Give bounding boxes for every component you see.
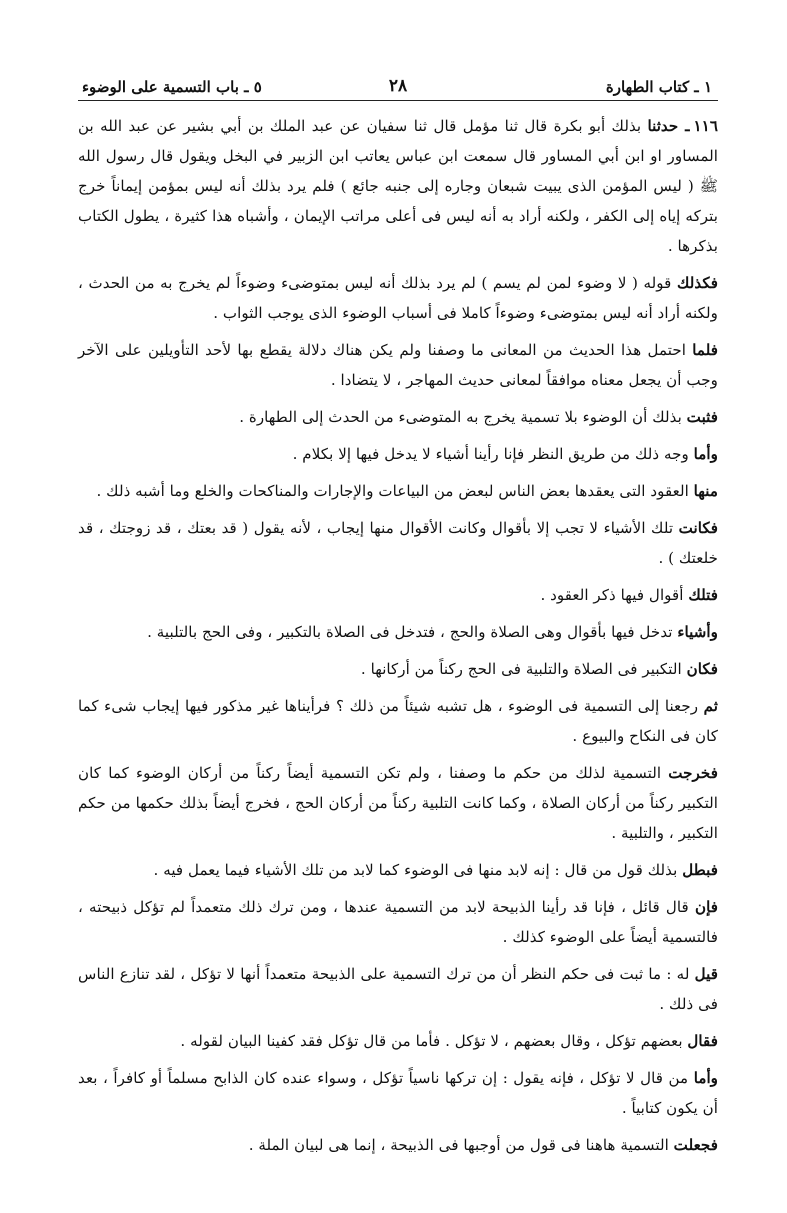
- paragraph: [78, 580, 718, 610]
- paragraph: [78, 855, 718, 885]
- paragraph-text: تلك الأشياء لا تجب إلا بأقوال وكانت الأقوال منها إيجاب ، لأنه يقول ( قد بعتك ، قد زوجتك ، قد خلعتك ) .: [78, 519, 718, 567]
- paragraph-text: بذلك أبو بكرة قال ثنا مؤمل قال ثنا سفيان عن عبد الملك بن أبي بشير عن عبد الله بن المساور او ابن أبي المساور قال سمعت ابن عباس يعاتب ابن الزبير في البخل ويقول قال رسول الله ﷺ ( ليس المؤمن الذى يبيت شبعان وجاره إلى جنبه جائع ) فلم يرد بذلك أنه ليس بمؤمن إيماناً خرج بتركه إياه إلى الكفر ، ولكنه أراد به أنه ليس فى أعلى مراتب الإيمان ، وأشباه هذا كثيرة ، يطول الكتاب بذكرها .: [78, 117, 718, 255]
- paragraph-lead: وأما: [693, 1069, 719, 1087]
- paragraph-lead: فكذلك: [676, 274, 718, 292]
- paragraph-text: قال قائل ، فإنا قد رأينا الذبيحة لابد من التسمية عندها ، ومن ترك ذلك متعمداً لم تؤكل ذبيحته ، فالتسمية أيضاً على الوضوء كذلك .: [78, 898, 718, 946]
- paragraph-lead: فجعلت: [673, 1136, 718, 1154]
- paragraph: [78, 1130, 718, 1160]
- paragraph-lead: فخرجت: [668, 764, 718, 782]
- paragraph-lead: فقال: [687, 1032, 718, 1050]
- paragraph-lead: قيل: [694, 965, 719, 983]
- paragraph: [78, 335, 718, 395]
- main-text: [78, 111, 718, 1160]
- paragraph: [78, 268, 718, 328]
- paragraph: [78, 513, 718, 573]
- paragraph-lead: فإن: [694, 898, 719, 916]
- paragraph-text: رجعنا إلى التسمية فى الوضوء ، هل تشبه شيئاً من ذلك ؟ فرأيناها غير مذكور فيها إيجاب شىء كما كان فى النكاح والبيوع .: [78, 697, 718, 745]
- book-title: ١ ـ كتاب الطهارة: [605, 78, 712, 96]
- paragraph-text: تدخل فيها بأقوال وهى الصلاة والحج ، فتدخل فى الصلاة بالتكبير ، وفى الحج بالتلبية .: [147, 623, 673, 641]
- paragraph-lead: فلما: [692, 341, 718, 359]
- paragraph-text: بذلك أن الوضوء بلا تسمية يخرج به المتوضىء من الحدث إلى الطهارة .: [239, 408, 682, 426]
- paragraph-text: التسمية هاهنا فى قول من أوجبها فى الذبيحة ، إنما هى لبيان الملة .: [248, 1136, 669, 1154]
- paragraph: [78, 1026, 718, 1056]
- paragraph: [78, 892, 718, 952]
- paragraph-text: قوله ( لا وضوء لمن لم يسم ) لم يرد بذلك أنه ليس بمتوضىء وضوءاً لم يخرج به من الحدث ، ولكنه أراد أنه ليس بمتوضىء وضوءاً كاملا فى أسباب الوضوء الذى يوجب الثواب .: [78, 274, 718, 322]
- paragraph: [78, 439, 718, 469]
- paragraph: [78, 476, 718, 506]
- paragraph-lead: وأما: [693, 445, 718, 463]
- paragraph: [78, 1063, 718, 1123]
- paragraph-lead: فكانت: [678, 519, 719, 537]
- chapter-title: ٥ ـ باب التسمية على الوضوء: [82, 78, 262, 96]
- paragraph-lead: فثبت: [686, 408, 718, 426]
- hadith-number: ١١٦: [693, 117, 718, 135]
- paragraph-lead: فكان: [686, 660, 718, 678]
- paragraph: [78, 111, 718, 261]
- paragraph-text: وجه ذلك من طريق النظر فإنا رأينا أشياء لا يدخل فيها إلا بكلام .: [292, 445, 689, 463]
- paragraph: [78, 654, 718, 684]
- paragraph: [78, 691, 718, 751]
- paragraph-text: من قال لا تؤكل ، فإنه يقول : إن تركها ناسياً تؤكل ، وسواء عنده كان الذابح مسلماً أو كافراً ، بعد أن يكون كتابياً .: [78, 1069, 718, 1117]
- paragraph-text: بذلك قول من قال : إنه لابد منها فى الوضوء كما لابد من تلك الأشياء فيما يعمل فيه .: [153, 861, 678, 879]
- paragraph-lead: فتلك: [688, 586, 718, 604]
- paragraph-lead: ثم: [703, 697, 718, 715]
- paragraph: [78, 617, 718, 647]
- paragraph: [78, 758, 718, 848]
- paragraph-lead: ـ حدثنا: [647, 117, 690, 135]
- book-page: [78, 72, 718, 1152]
- paragraph-text: العقود التى يعقدها بعض الناس لبعض من البياعات والإجارات والمناكحات والخلع وما أشبه ذلك .: [96, 482, 689, 500]
- paragraph: [78, 959, 718, 1019]
- paragraph: [78, 402, 718, 432]
- paragraph-text: التكبير فى الصلاة والتلبية فى الحج ركناً من أركانها .: [360, 660, 682, 678]
- paragraph-lead: فبطل: [682, 861, 718, 879]
- running-header: [78, 72, 718, 101]
- paragraph-lead: وأشياء: [677, 623, 718, 641]
- paragraph-text: التسمية لذلك من حكم ما وصفنا ، ولم تكن التسمية أيضاً ركناً من أركان الوضوء كما كان التكبير ركناً من أركان الصلاة ، وكما كانت التلبية ركناً من أركان الحج ، فخرج أيضاً بذلك حكمها من حكم التكبير ، والتلبية .: [78, 764, 718, 842]
- paragraph-lead: منها: [693, 482, 718, 500]
- paragraph-text: أقوال فيها ذكر العقود .: [540, 586, 684, 604]
- paragraph-text: بعضهم تؤكل ، وقال بعضهم ، لا تؤكل . فأما من قال تؤكل فقد كفينا البيان لقوله .: [180, 1032, 683, 1050]
- paragraph-text: احتمل هذا الحديث من المعانى ما وصفنا ولم يكن هناك دلالة يقطع بها لأحد التأويلين على الآخر وجب أن يجعل معناه موافقاً لمعانى حديث المهاجر ، لا يتضادا .: [78, 341, 718, 389]
- paragraph-text: له : ما ثبت فى حكم النظر أن من ترك التسمية على الذبيحة متعمداً أنها لا تؤكل ، لقد تنازع الناس فى ذلك .: [78, 965, 718, 1013]
- page-number: ٢٨: [388, 76, 408, 96]
